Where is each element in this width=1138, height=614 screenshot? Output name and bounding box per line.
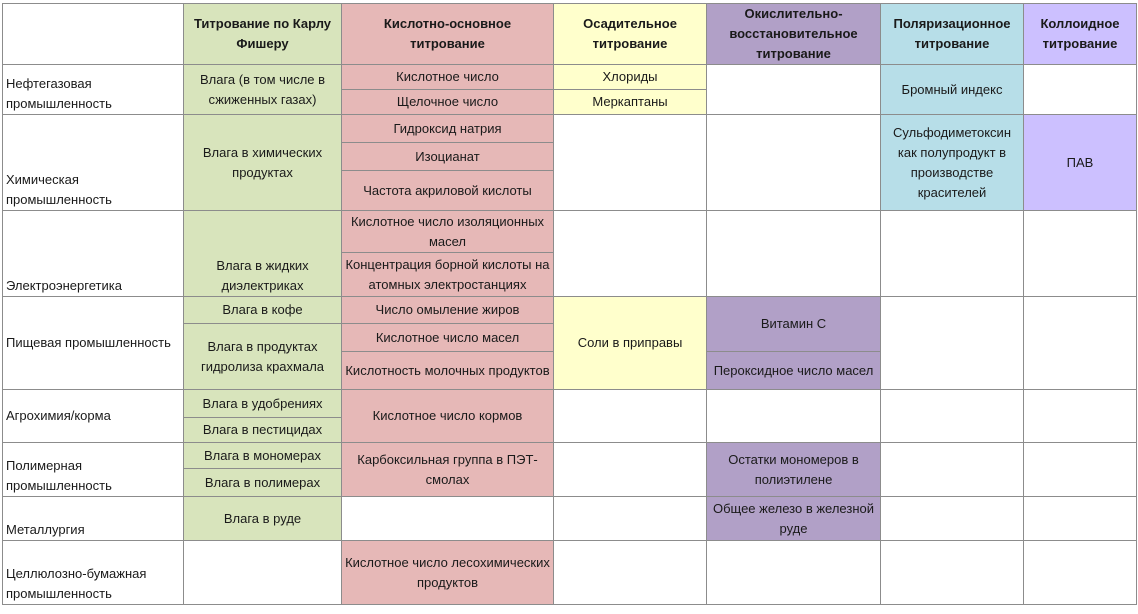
header-redox: Окислительно-восстановительное титрование bbox=[707, 4, 881, 65]
cell-metal-os bbox=[554, 497, 707, 541]
cell-paper-ov bbox=[707, 541, 881, 605]
cell-food-ov-1: Витамин С bbox=[707, 297, 881, 352]
cell-food-ko-1: Число омыление жиров bbox=[342, 297, 554, 324]
cell-paper-po bbox=[881, 541, 1024, 605]
cell-oil-po: Бромный индекс bbox=[881, 65, 1024, 115]
cell-energy-po bbox=[881, 211, 1024, 297]
cell-agro-os bbox=[554, 390, 707, 443]
cell-agro-ov bbox=[707, 390, 881, 443]
cell-oil-kf: Влага (в том числе в сжиженных газах) bbox=[184, 65, 342, 115]
cell-oil-ko-1: Кислотное число bbox=[342, 65, 554, 90]
cell-paper-os bbox=[554, 541, 707, 605]
cell-chem-po: Сульфодиметоксин как полупродукт в производстве красителей bbox=[881, 115, 1024, 211]
cell-energy-kf: Влага в жидких диэлектриках bbox=[184, 211, 342, 297]
cell-food-ki bbox=[1024, 297, 1137, 390]
cell-energy-ko-2: Концентрация борной кислоты на атомных электростанциях bbox=[342, 253, 554, 297]
sector-metallurgy: Металлургия bbox=[3, 497, 184, 541]
cell-poly-kf-2: Влага в полимерах bbox=[184, 469, 342, 497]
cell-food-os: Соли в приправы bbox=[554, 297, 707, 390]
cell-chem-kf: Влага в химических продуктах bbox=[184, 115, 342, 211]
cell-metal-ov: Общее железо в железной руде bbox=[707, 497, 881, 541]
sector-oil-gas: Нефтегазовая промышленность bbox=[3, 65, 184, 115]
header-karl-fischer: Титрование по Карлу Фишеру bbox=[184, 4, 342, 65]
sector-polymer: Полимерная промышленность bbox=[3, 443, 184, 497]
sector-agro: Агрохимия/корма bbox=[3, 390, 184, 443]
cell-oil-ko-2: Щелочное число bbox=[342, 90, 554, 115]
cell-agro-kf-1: Влага в удобрениях bbox=[184, 390, 342, 418]
cell-energy-ki bbox=[1024, 211, 1137, 297]
cell-chem-ko-1: Гидроксид натрия bbox=[342, 115, 554, 143]
cell-paper-ko: Кислотное число лесохимических продуктов bbox=[342, 541, 554, 605]
titration-table bbox=[2, 3, 1137, 605]
cell-energy-ko-1: Кислотное число изоляционных масел bbox=[342, 211, 554, 253]
cell-chem-ko-3: Частота акриловой кислоты bbox=[342, 171, 554, 211]
header-corner bbox=[3, 4, 184, 65]
cell-poly-kf-1: Влага в мономерах bbox=[184, 443, 342, 469]
cell-metal-kf: Влага в руде bbox=[184, 497, 342, 541]
cell-poly-ki bbox=[1024, 443, 1137, 497]
cell-paper-kf bbox=[184, 541, 342, 605]
cell-agro-po bbox=[881, 390, 1024, 443]
cell-food-ko-3: Кислотность молочных продуктов bbox=[342, 352, 554, 390]
cell-poly-ov: Остатки мономеров в полиэтилене bbox=[707, 443, 881, 497]
cell-metal-ko bbox=[342, 497, 554, 541]
cell-food-po bbox=[881, 297, 1024, 390]
cell-chem-ki: ПАВ bbox=[1024, 115, 1137, 211]
cell-energy-os bbox=[554, 211, 707, 297]
sector-chemical: Химическая промышленность bbox=[3, 115, 184, 211]
cell-food-kf-1: Влага в кофе bbox=[184, 297, 342, 324]
cell-food-kf-2: Влага в продуктах гидролиза крахмала bbox=[184, 324, 342, 390]
sector-food: Пищевая промышленность bbox=[3, 297, 184, 390]
cell-oil-ki bbox=[1024, 65, 1137, 115]
cell-poly-ko: Карбоксильная группа в ПЭТ-смолах bbox=[342, 443, 554, 497]
cell-agro-ko: Кислотное число кормов bbox=[342, 390, 554, 443]
cell-chem-os bbox=[554, 115, 707, 211]
cell-oil-ov bbox=[707, 65, 881, 115]
cell-oil-os-2: Меркаптаны bbox=[554, 90, 707, 115]
cell-agro-kf-2: Влага в пестицидах bbox=[184, 418, 342, 443]
sector-energy: Электроэнергетика bbox=[3, 211, 184, 297]
cell-oil-os-1: Хлориды bbox=[554, 65, 707, 90]
cell-paper-ki bbox=[1024, 541, 1137, 605]
cell-metal-po bbox=[881, 497, 1024, 541]
cell-energy-ov bbox=[707, 211, 881, 297]
sector-pulp-paper: Целлюлозно-бумажная промышленность bbox=[3, 541, 184, 605]
header-precipitation: Осадительное титрование bbox=[554, 4, 707, 65]
cell-agro-ki bbox=[1024, 390, 1137, 443]
cell-food-ko-2: Кислотное число масел bbox=[342, 324, 554, 352]
cell-food-ov-2: Пероксидное число масел bbox=[707, 352, 881, 390]
cell-poly-po bbox=[881, 443, 1024, 497]
cell-metal-ki bbox=[1024, 497, 1137, 541]
cell-chem-ko-2: Изоцианат bbox=[342, 143, 554, 171]
cell-poly-os bbox=[554, 443, 707, 497]
header-polarization: Поляризационное титрование bbox=[881, 4, 1024, 65]
header-acid-base: Кислотно-основное титрование bbox=[342, 4, 554, 65]
header-colloid: Коллоидное титрование bbox=[1024, 4, 1137, 65]
cell-chem-ov bbox=[707, 115, 881, 211]
